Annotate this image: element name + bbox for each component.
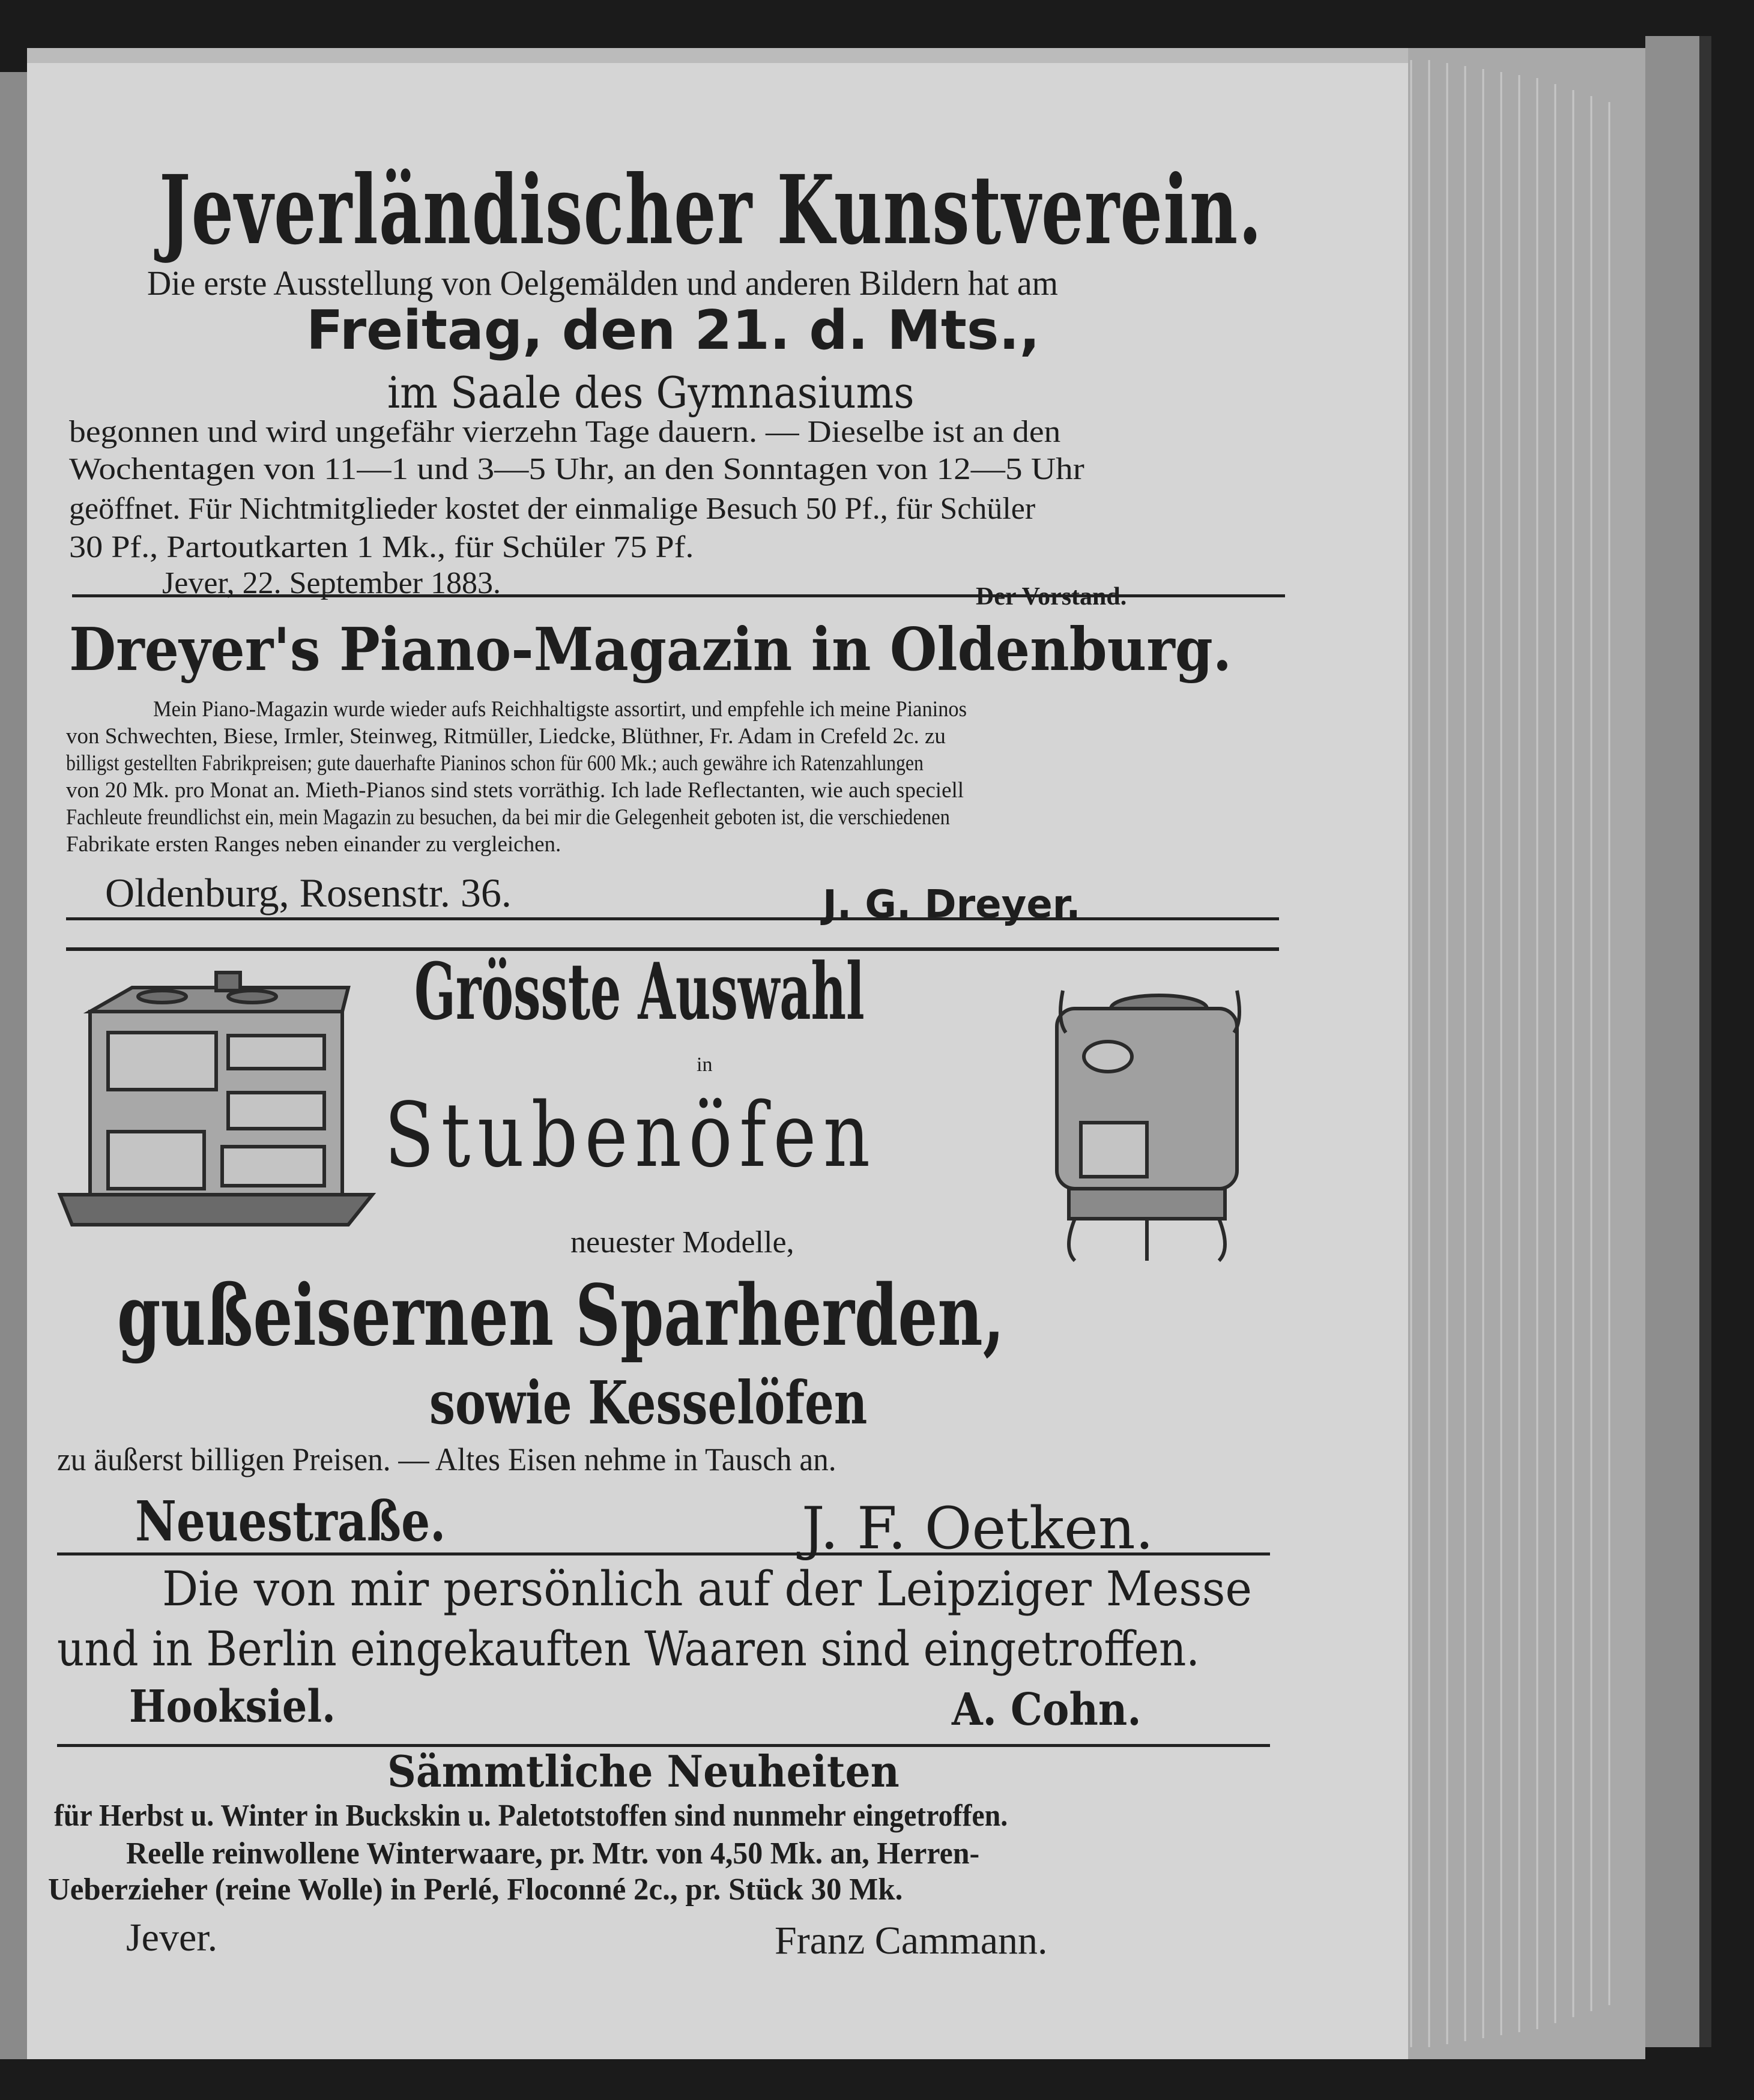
cammann-line-2: Reelle reinwollene Winterwaare, pr. Mtr. von 4,50 Mk. an, Herren- <box>126 1836 980 1871</box>
oetken-product-sparherden: gußeisernen Sparherden, <box>117 1267 1005 1365</box>
kunstverein-signature: Der Vorstand. <box>976 583 1127 611</box>
cammann-place: Jever. <box>126 1916 218 1960</box>
oetken-product-stuben: Stubenöfen <box>384 1084 877 1187</box>
cohn-line-1: Die von mir persönlich auf der Leipziger Messe <box>162 1561 1252 1617</box>
kunstverein-line-4: 30 Pf., Partoutkarten 1 Mk., für Schüler 75 Pf. <box>69 530 694 564</box>
oetken-in: in <box>697 1054 713 1076</box>
cohn-signature: A. Cohn. <box>952 1684 1142 1736</box>
cammann-title: Sämmtliche Neuheiten <box>387 1746 900 1797</box>
ad-intro: Die erste Ausstellung von Oelgemälden und anderen Bildern hat am <box>147 264 1058 303</box>
dreyer-line-5: Fachleute freundlichst ein, mein Magazin zu besuchen, da bei mir die Gelegenheit geboten ist, die verschiedenen <box>66 805 950 830</box>
kunstverein-line-3: geöffnet. Für Nichtmitglieder kostet der einmalige Besuch 50 Pf., für Schüler <box>69 492 1036 526</box>
ad-title-dreyer: Dreyer's Piano-Magazin in Oldenburg. <box>69 615 1232 684</box>
kunstverein-line-2: Wochentagen von 11—1 und 3—5 Uhr, an den Sonntagen von 12—5 Uhr <box>69 452 1084 486</box>
oetken-product-kessel: sowie Kesselöfen <box>429 1369 868 1438</box>
exhibition-place: im Saale des Gymnasiums <box>387 367 915 418</box>
kitchen-stove-illustration <box>60 973 372 1225</box>
oetken-headline: Grösste Auswahl <box>414 946 865 1037</box>
oetken-signature: J. F. Oetken. <box>802 1495 1154 1562</box>
exhibition-date: Freitag, den 21. d. Mts., <box>306 299 1040 362</box>
cammann-signature: Franz Cammann. <box>775 1919 1048 1963</box>
dreyer-line-6: Fabrikate ersten Ranges neben einander zu vergleichen. <box>66 832 561 857</box>
dreyer-line-3: billigst gestellten Fabrikpreisen; gute dauerhafte Pianinos schon für 600 Mk.; auch gewähre ich Ratenzahlungen <box>66 751 924 776</box>
ad-title-kunstverein: Jeverländischer Kunstverein. <box>159 155 1263 266</box>
cohn-line-2: und in Berlin eingekauften Waaren sind eingetroffen. <box>57 1621 1200 1677</box>
dreyer-line-2: von Schwechten, Biese, Irmler, Steinweg, Ritmüller, Liedcke, Blüthner, Fr. Adam in Crefeld 2c. zu <box>66 724 946 749</box>
cammann-line-1: für Herbst u. Winter in Buckskin u. Paletotstoffen sind nunmehr eingetroffen. <box>54 1799 1008 1833</box>
kettle-stove-illustration <box>1057 991 1239 1261</box>
dreyer-signature: J. G. Dreyer. <box>823 883 1081 927</box>
dreyer-address: Oldenburg, Rosenstr. 36. <box>105 870 512 916</box>
cammann-line-3: Ueberzieher (reine Wolle) in Perlé, Floconné 2c., pr. Stück 30 Mk. <box>48 1872 903 1907</box>
oetken-models: neuester Modelle, <box>570 1225 794 1260</box>
cohn-place: Hooksiel. <box>129 1681 336 1733</box>
oetken-street: Neuestraße. <box>135 1489 446 1554</box>
dreyer-line-4: von 20 Mk. pro Monat an. Mieth-Pianos sind stets vorräthig. Ich lade Reflectanten, wie auch speciell <box>66 778 964 803</box>
kunstverein-line-1: begonnen und wird ungefähr vierzehn Tage dauern. — Dieselbe ist an den <box>69 415 1061 449</box>
oetken-prices: zu äußerst billigen Preisen. — Altes Eisen nehme in Tausch an. <box>57 1441 836 1477</box>
kunstverein-dateline: Jever, 22. September 1883. <box>162 566 501 600</box>
dreyer-line-1: Mein Piano-Magazin wurde wieder aufs Reichhaltigste assortirt, und empfehle ich meine Pianinos <box>153 697 967 722</box>
